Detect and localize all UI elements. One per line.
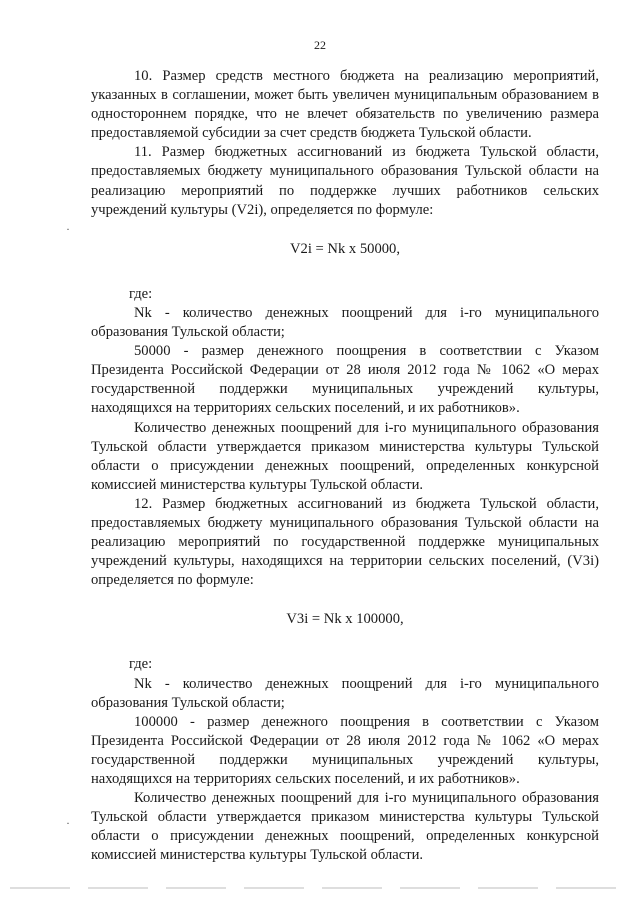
where-label-2: где: — [129, 656, 153, 673]
scan-artifact-line — [10, 887, 630, 889]
definition-50000: 50000 - размер денежного поощрения в соответствии с Указом Президента Российской Федерации от 28 июля 2012 года № 1062 «О мерах государственной поддержки муниципальных учреждений культуры, находящихся на территориях сельских поселений, и их работников». — [91, 343, 599, 417]
paragraph-12: 12. Размер бюджетных ассигнований из бюджета Тульской области, предоставляемых бюджету муниципального образования Тульской области на реализацию мероприятий по государственной поддержке муниципальных учреждений культуры, находящихся на территории сельских поселений, (V3i) определяется по формуле: — [91, 495, 599, 589]
scan-mark: · — [66, 222, 70, 236]
paragraph-quantity-1: Количество денежных поощрений для i-го муниципального образования Тульской области утверждается приказом министерства культуры Тульской области о присуждении денежных поощрений, определенных конкурсной комиссией министерства культуры Тульской области. — [91, 419, 599, 493]
formula-v2i: V2i = Nk x 50000, — [290, 240, 400, 257]
definition-nk-1: Nk - количество денежных поощрений для i-го муниципального образования Тульской области; — [91, 304, 599, 341]
paragraph-10: 10. Размер средств местного бюджета на реализацию мероприятий, указанных в соглашении, может быть увеличен муниципальным образованием в одностороннем порядке, что не влечет обязательств по увеличению размера предоставляемой субсидии за счет средств бюджета Тульской области. — [91, 68, 599, 142]
scan-mark: · — [66, 816, 70, 830]
document-body — [91, 67, 599, 865]
where-label-1: где: — [129, 285, 153, 302]
page-number: 22 — [314, 38, 326, 52]
paragraph-11: 11. Размер бюджетных ассигнований из бюджета Тульской области, предоставляемых бюджету муниципального образования Тульской области на реализацию мероприятий по поддержке лучших работников сельских учреждений культуры (V2i), определяется по формуле: — [91, 144, 599, 218]
paragraph-quantity-2: Количество денежных поощрений для i-го муниципального образования Тульской области утверждается приказом министерства культуры Тульской области о присуждении денежных поощрений, определенных конкурсной комиссией министерства культуры Тульской области. — [91, 790, 599, 864]
definition-100000: 100000 - размер денежного поощрения в соответствии с Указом Президента Российской Федерации от 28 июля 2012 года № 1062 «О мерах государственной поддержки муниципальных учреждений культуры, находящихся на территориях сельских поселений, и их работников». — [91, 713, 599, 787]
formula-v3i: V3i = Nk x 100000, — [286, 611, 404, 628]
definition-nk-2: Nk - количество денежных поощрений для i-го муниципального образования Тульской области; — [91, 675, 599, 711]
